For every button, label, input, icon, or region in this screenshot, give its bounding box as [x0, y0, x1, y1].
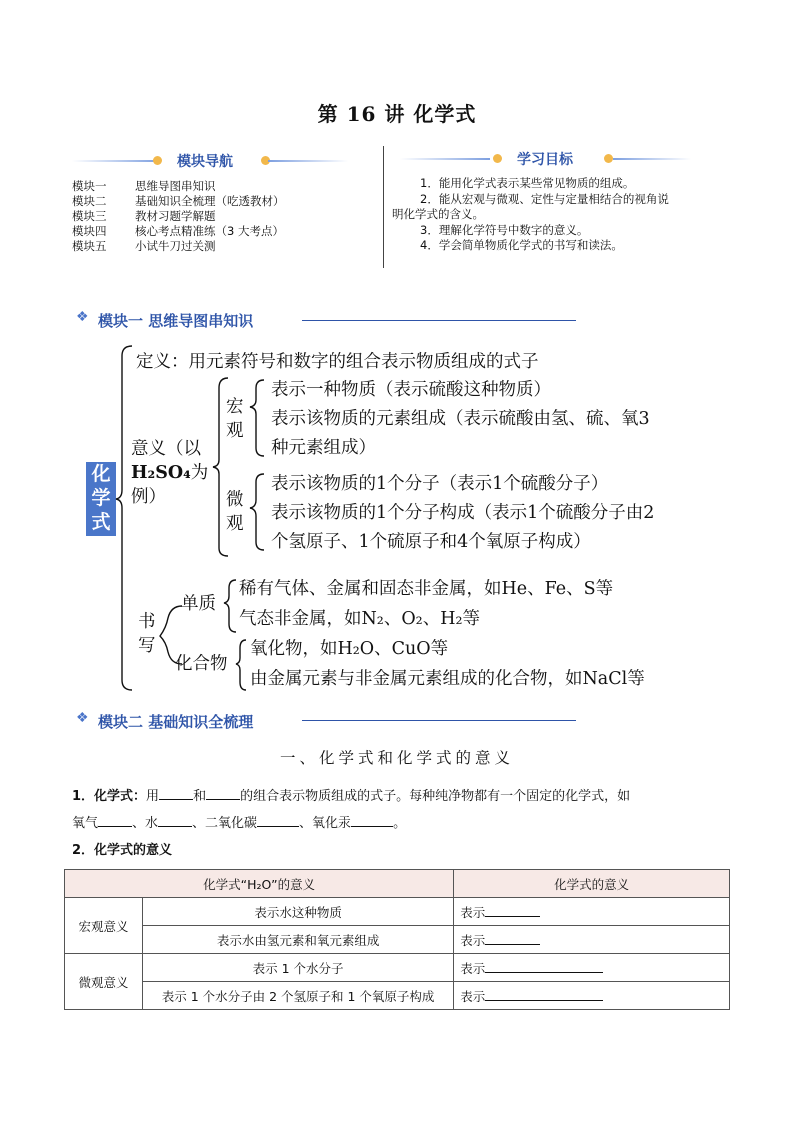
page-title: 第 16 讲 化学式	[317, 102, 477, 126]
table-header: 化学式的意义	[454, 870, 730, 898]
group-cell: 宏观意义	[65, 898, 143, 954]
nav-item[interactable]: 模块四 核心考点精准练（3 大考点）	[72, 224, 284, 238]
paragraph-1: 1．化学式：用 和 的组合表示物质组成的式子。每种纯净物都有一个固定的化学式，如 氧气 、水 、二氧化碳 、氧化汞 。	[72, 783, 732, 837]
mindmap-root: 化 学 式	[86, 462, 116, 536]
answer-cell[interactable]: 表示	[454, 898, 730, 926]
table-row	[65, 898, 730, 926]
mm-compound-items: 氧化物，如H₂O、CuO等 由金属元素与非金属元素组成的化合物，如NaCl等	[250, 639, 645, 689]
mm-element-items: 稀有气体、金属和固态非金属，如He、Fe、S等 气态非金属，如N₂、O₂、H₂等	[239, 579, 614, 629]
desc-cell: 表示水这种物质	[142, 898, 453, 926]
table-row	[65, 982, 730, 1010]
table-row	[65, 926, 730, 954]
paragraph-2: 2．化学式的意义	[72, 843, 173, 858]
desc-cell: 表示 1 个水分子由 2 个氢原子和 1 个氧原子构成	[142, 982, 453, 1010]
blank-field[interactable]	[98, 813, 132, 827]
desc-cell: 表示 1 个水分子	[142, 954, 453, 982]
nav-item[interactable]: 模块一 思维导图串知识	[72, 179, 216, 193]
goal-item: 2．能从宏观与微观、定性与定量相结合的视角说	[420, 191, 669, 206]
element-brace	[224, 580, 236, 632]
nav-item[interactable]: 模块三 教材习题学解题	[72, 209, 216, 223]
diamond-icon: ❖	[76, 309, 89, 325]
answer-cell[interactable]: 表示	[454, 982, 730, 1010]
mm-meaning-label: 意义（以 H₂SO₄为 例）	[131, 439, 209, 507]
mm-macro-items: 表示一种物质（表示硫酸这种物质） 表示该物质的元素组成（表示硫酸由氢、硫、氧3 种元素组成）	[271, 380, 650, 458]
formula-h2so4: H₂SO₄	[131, 463, 191, 483]
mm-element-label: 单质	[181, 594, 216, 614]
group-cell: 微观意义	[65, 954, 143, 1010]
module2-heading: 模块二 基础知识全梳理	[98, 713, 254, 731]
goal-item: 明化学式的含义。	[392, 207, 484, 221]
blank-field[interactable]	[158, 813, 192, 827]
compound-brace	[236, 640, 246, 690]
goals-heading: 学习目标	[517, 152, 573, 168]
micro-brace	[250, 474, 264, 550]
nav-item[interactable]: 模块二 基础知识全梳理（吃透教材）	[72, 194, 285, 208]
answer-cell[interactable]: 表示	[454, 926, 730, 954]
desc-cell: 表示水由氢元素和氧元素组成	[142, 926, 453, 954]
mm-micro-label: 微 观	[226, 490, 244, 534]
meaning-table	[64, 869, 730, 1010]
goal-item: 3．理解化学符号中数字的意义。	[420, 222, 589, 237]
blank-field[interactable]	[351, 813, 393, 827]
nav-heading: 模块导航	[177, 154, 233, 170]
table-header: 化学式“H₂O”的意义	[65, 870, 454, 898]
section-subtitle: 一、化学式和化学式的意义	[279, 749, 514, 767]
table-row	[65, 954, 730, 982]
blank-field[interactable]	[159, 786, 193, 800]
macro-brace	[250, 380, 264, 456]
blank-field[interactable]	[257, 813, 299, 827]
blank-field[interactable]	[206, 786, 240, 800]
nav-item[interactable]: 模块五 小试牛刀过关测	[72, 239, 216, 253]
mm-definition: 定义：用元素符号和数字的组合表示物质组成的式子	[136, 352, 539, 372]
answer-cell[interactable]: 表示	[454, 954, 730, 982]
mm-compound-label: 化合物	[175, 654, 228, 674]
module1-heading: 模块一 思维导图串知识	[98, 312, 254, 330]
diamond-icon: ❖	[76, 710, 89, 726]
goal-item: 4．学会简单物质化学式的书写和读法。	[420, 238, 623, 252]
mm-micro-items: 表示该物质的1个分子（表示1个硫酸分子） 表示该物质的1个分子构成（表示1个硫酸分子由2 个氢原子、1个硫原子和4个氧原子构成）	[271, 474, 655, 552]
main-brace	[116, 346, 132, 690]
module2-heading-rule	[302, 720, 576, 721]
mm-macro-label: 宏 观	[226, 397, 244, 441]
mm-writing-label: 书 写	[138, 612, 156, 656]
goal-item: 1．能用化学式表示某些常见物质的组成。	[420, 176, 635, 190]
